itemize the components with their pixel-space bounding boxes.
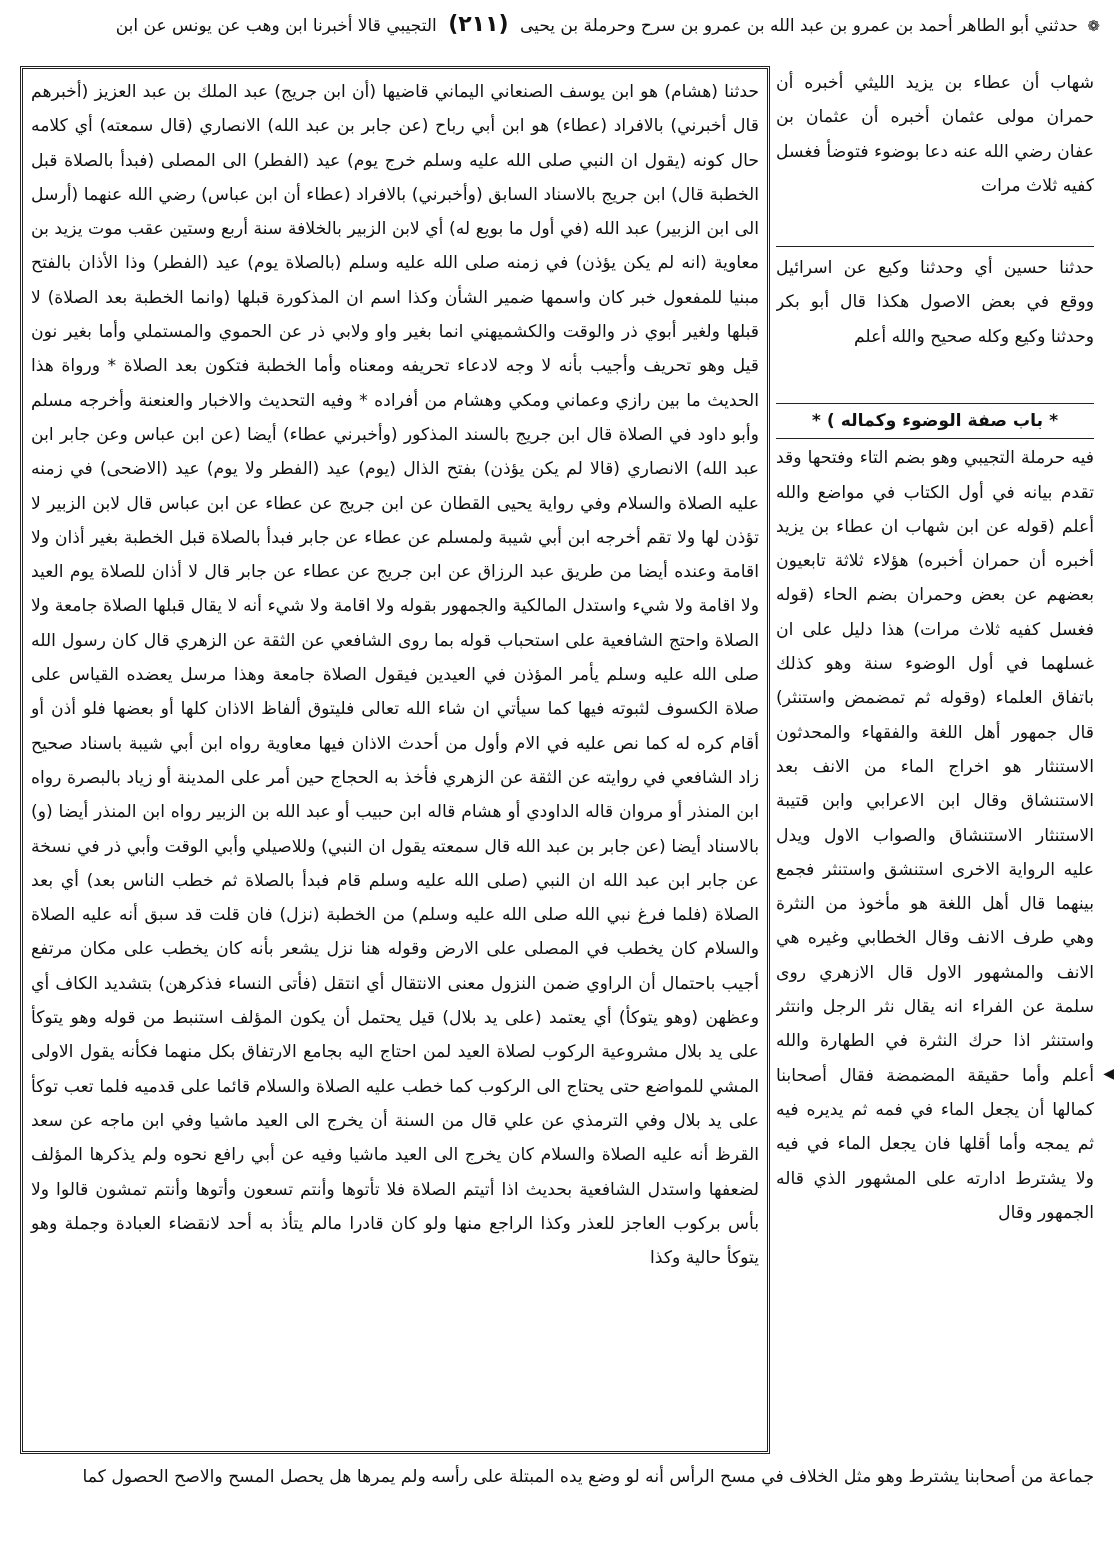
- margin-arrow-icon: ◀: [1103, 1066, 1114, 1082]
- side-block-commentary: [776, 441, 1094, 1471]
- main-text-frame: [20, 66, 770, 1454]
- header-text-left: التجيبي قالا أخبرنا ابن وهب عن يونس عن ابن: [115, 16, 437, 36]
- side-column: [776, 66, 1094, 1471]
- side-divider: [776, 246, 1094, 247]
- main-commentary-text: حدثنا (هشام) هو ابن يوسف الصنعاني اليماني قاضيها (أن ابن جريج) عبد الملك بن عبد العزيز (أخبرهم قال أخبرني) بالافراد (عطاء) هو ابن أبي رباح (عن جابر بن عبد الله) الانصاري (قال سمعته) أي كلامه حال كونه (يقول ان النبي صلى الله عليه وسلم خرج يوم) عيد (الفطر) الى المصلى (فبدأ بالصلاة قبل الخطبة قال) ابن جريج بالاسناد السابق (وأخبرني) بالافراد (عطاء أن ابن عباس) رضي الله عنهما (أرسل الى ابن الزبير) عبد الله (في أول ما بويع له) أي لابن الزبير بالخلافة سنة أربع وستين عقب موت يزيد بن معاوية (انه لم يكن يؤذن) في زمنه صلى الله عليه وسلم (بالصلاة يوم) عيد (الفطر) وذا الأذان بالفتح مبنيا للمفعول خبر كان واسمها ضمير الشأن وكذا اسم ان المذكورة قبلها (وانما الخطبة بعد الصلاة) لا قبلها ولغير أبوي ذر والوقت والكشميهني انما بغير واو ولابي ذر عن الحموي والمستملي وأما بغير نون قيل وهو تحريف وأجيب بأنه لا وجه لادعاء تحريفه ومعناه وأما الخطبة فتكون بعد الصلاة * ورواة هذا الحديث ما بين رازي وعماني ومكي وهشام من أفراده * وفيه التحديث والاخبار والعنعنة وأخرجه مسلم وأبو داود في الصلاة قال ابن جريج بالسند المذكور (وأخبرني عطاء) أيضا (عن ابن عباس وعن جابر ابن عبد الله) الانصاري (قالا لم يكن يؤذن) بفتح الذال (يوم) عيد (الفطر ولا يوم) عيد (الاضحى) في زمنه عليه الصلاة والسلام وفي رواية يحيى القطان عن ابن جريج عن عطاء عن ابن عباس قال لابن الزبير لا تؤذن لها ولا تقم أخرجه ابن أبي شيبة ولمسلم عن عطاء عن جابر فبدأ بالصلاة قبل الخطبة بغير أذان ولا اقامة وعنده أيضا من طريق عبد الرزاق عن ابن جريج عن عطاء عن جابر قال لا أذان للصلاة يوم العيد ولا اقامة ولا شيء واستدل المالكية والجمهور بقوله ولا اقامة ولا شيء أنه لا يقال قبلها الصلاة جامعة ولا الصلاة واحتج الشافعية على استحباب قوله بما روى الشافعي عن الثقة عن الزهري قال كان رسول الله صلى الله عليه وسلم يأمر المؤذن في العيدين فيقول الصلاة جامعة وهذا مرسل يعضده القياس على صلاة الكسوف لثبوته فيها كما سيأتي ان شاء الله تعالى فليتوق ألفاظ الاذان كلها أو بعضها فلو أذن أو أقام كره له كما نص عليه في الام وأول من أحدث الاذان فيها معاوية رواه ابن أبي شيبة باسناد صحيح زاد الشافعي في روايته عن الثقة عن الزهري فأخذ به الحجاج حين أمر على المدينة أو زياد بالبصرة رواه ابن المنذر أو مروان قاله الداودي أو هشام قاله ابن حبيب أو عبد الله بن الزبير رواه ابن المنذر أيضا (و) بالاسناد أيضا (عن جابر بن عبد الله قال سمعته يقول ان النبي) وللاصيلي وأبي الوقت وأبي ذر في نسخة عن جابر ابن عبد الله ان النبي (صلى الله عليه وسلم قام فبدأ بالصلاة ثم خطب الناس بعد) أي بعد الصلاة (فلما فرغ نبي الله صلى الله عليه وسلم) من الخطبة (نزل) فان قلت قد سبق أنه عليه الصلاة والسلام كان يخطب في المصلى على الارض وقوله هنا نزل يشعر بأنه كان يخطب على مكان مرتفع أجيب باحتمال أن الراوي ضمن النزول معنى الانتقال أي انتقل (فأتى النساء فذكرهن) بتشديد الكاف أي وعظهن (وهو يتوكأ) أي يعتمد (على يد بلال) قيل يحتمل أن يكون المؤلف استنبط من قوله وهو يتوكأ على يد بلال مشروعية الركوب لصلاة العيد لمن احتاج اليه بجامع الارتفاق بكل منهما فكأنه يقول الاولى المشي للمواضع حتى يحتاج الى الركوب كما خطب عليه الصلاة والسلام قائما على قدميه فلما تعب توكأ على يد بلال وفي الترمذي عن علي قال من السنة أن يخرج الى العيد ماشيا وفي ابن ماجه عن سعد القرظ أنه عليه الصلاة والسلام كان يخرج الى العيد ماشيا وفيه عن أبي رافع نحوه ولم يذكرها المؤلف لضعفها واستدل الشافعية بحديث اذا أتيتم الصلاة فلا تأتوها وأنتم تسعون وأتوها وأنتم تمشون قالوا ولا بأس بركوب العاجز للعذر وكذا الراجع منها ولو كان قادرا مالم يتأذ به أحد لانقضاء العبادة وجملة وهو يتوكأ حالية وكذا: [31, 82, 759, 1269]
- side-commentary-text: فيه حرملة التجيبي وهو بضم التاء وفتحها وقد تقدم بيانه في أول الكتاب في مواضع والله أعلم (قوله عن ابن شهاب ان عطاء بن يزيد أخبره أن حمران أخبره) هؤلاء ثلاثة تابعيون بعضهم عن بعض وحمران بضم الحاء (قوله فغسل كفيه ثلاث مرات) هذا دليل على ان غسلهما في أول الوضوء سنة وهو كذلك باتفاق العلماء (وقوله ثم تمضمض واستنثر) قال جمهور أهل اللغة والفقهاء والمحدثون الاستنثار هو اخراج الماء من الانف بعد الاستنشاق وقال ابن الاعرابي وابن قتيبة الاستنثار الاستنشاق والصواب الاول ويدل عليه الرواية الاخرى استنشق واستنثر فجمع بينهما قال أهل اللغة هو مأخوذ من النثرة وهي طرف الانف وقال الخطابي وغيره هي الانف والمشهور الاول قال الازهري روى سلمة عن الفراء انه يقال نثر الرجل وانتثر واستنثر اذا حرك النثرة في الطهارة والله أعلم وأما حقيقة المضمضة فقال أصحابنا كمالها أن يجعل الماء في فمه ثم يديره فيه ثم يمجه وأما أقلها فان يجعل الماء في فيه ولا يشترط ادارته على المشهور الذي قاله الجمهور وقال: [776, 448, 1094, 1223]
- side-isnad-text: حدثنا حسين أي وحدثنا وكيع عن اسرائيل ووقع في بعض الاصول هكذا قال أبو بكر وحدثنا وكيع وكله صحيح والله أعلم: [776, 258, 1094, 347]
- side-hadith-text: شهاب أن عطاء بن يزيد الليثي أخبره أن حمران مولى عثمان أخبره أن عثمان بن عفان رضي الله عنه دعا بوضوء فتوضأ فغسل كفيه ثلاث مرات: [776, 73, 1094, 196]
- header-text-right: حدثني أبو الطاهر أحمد بن عمرو بن عبد الله بن عمرو بن سرح وحرملة بن يحيى: [520, 16, 1079, 36]
- page-header: [20, 12, 1100, 64]
- side-block-hadith: [776, 66, 1094, 242]
- page-number: (٢١١): [448, 12, 509, 37]
- chapter-heading: * باب صفة الوضوء وكماله ) *: [776, 403, 1094, 439]
- page-footer-line: [20, 1462, 1094, 1492]
- side-block-isnad: [776, 251, 1094, 401]
- flower-ornament-icon: ❁: [1087, 17, 1100, 35]
- footer-text: جماعة من أصحابنا يشترط وهو مثل الخلاف في مسح الرأس أنه لو وضع يده المبتلة على رأسه ولم يمرها هل يحصل المسح والاصح الحصول كما: [82, 1467, 1094, 1487]
